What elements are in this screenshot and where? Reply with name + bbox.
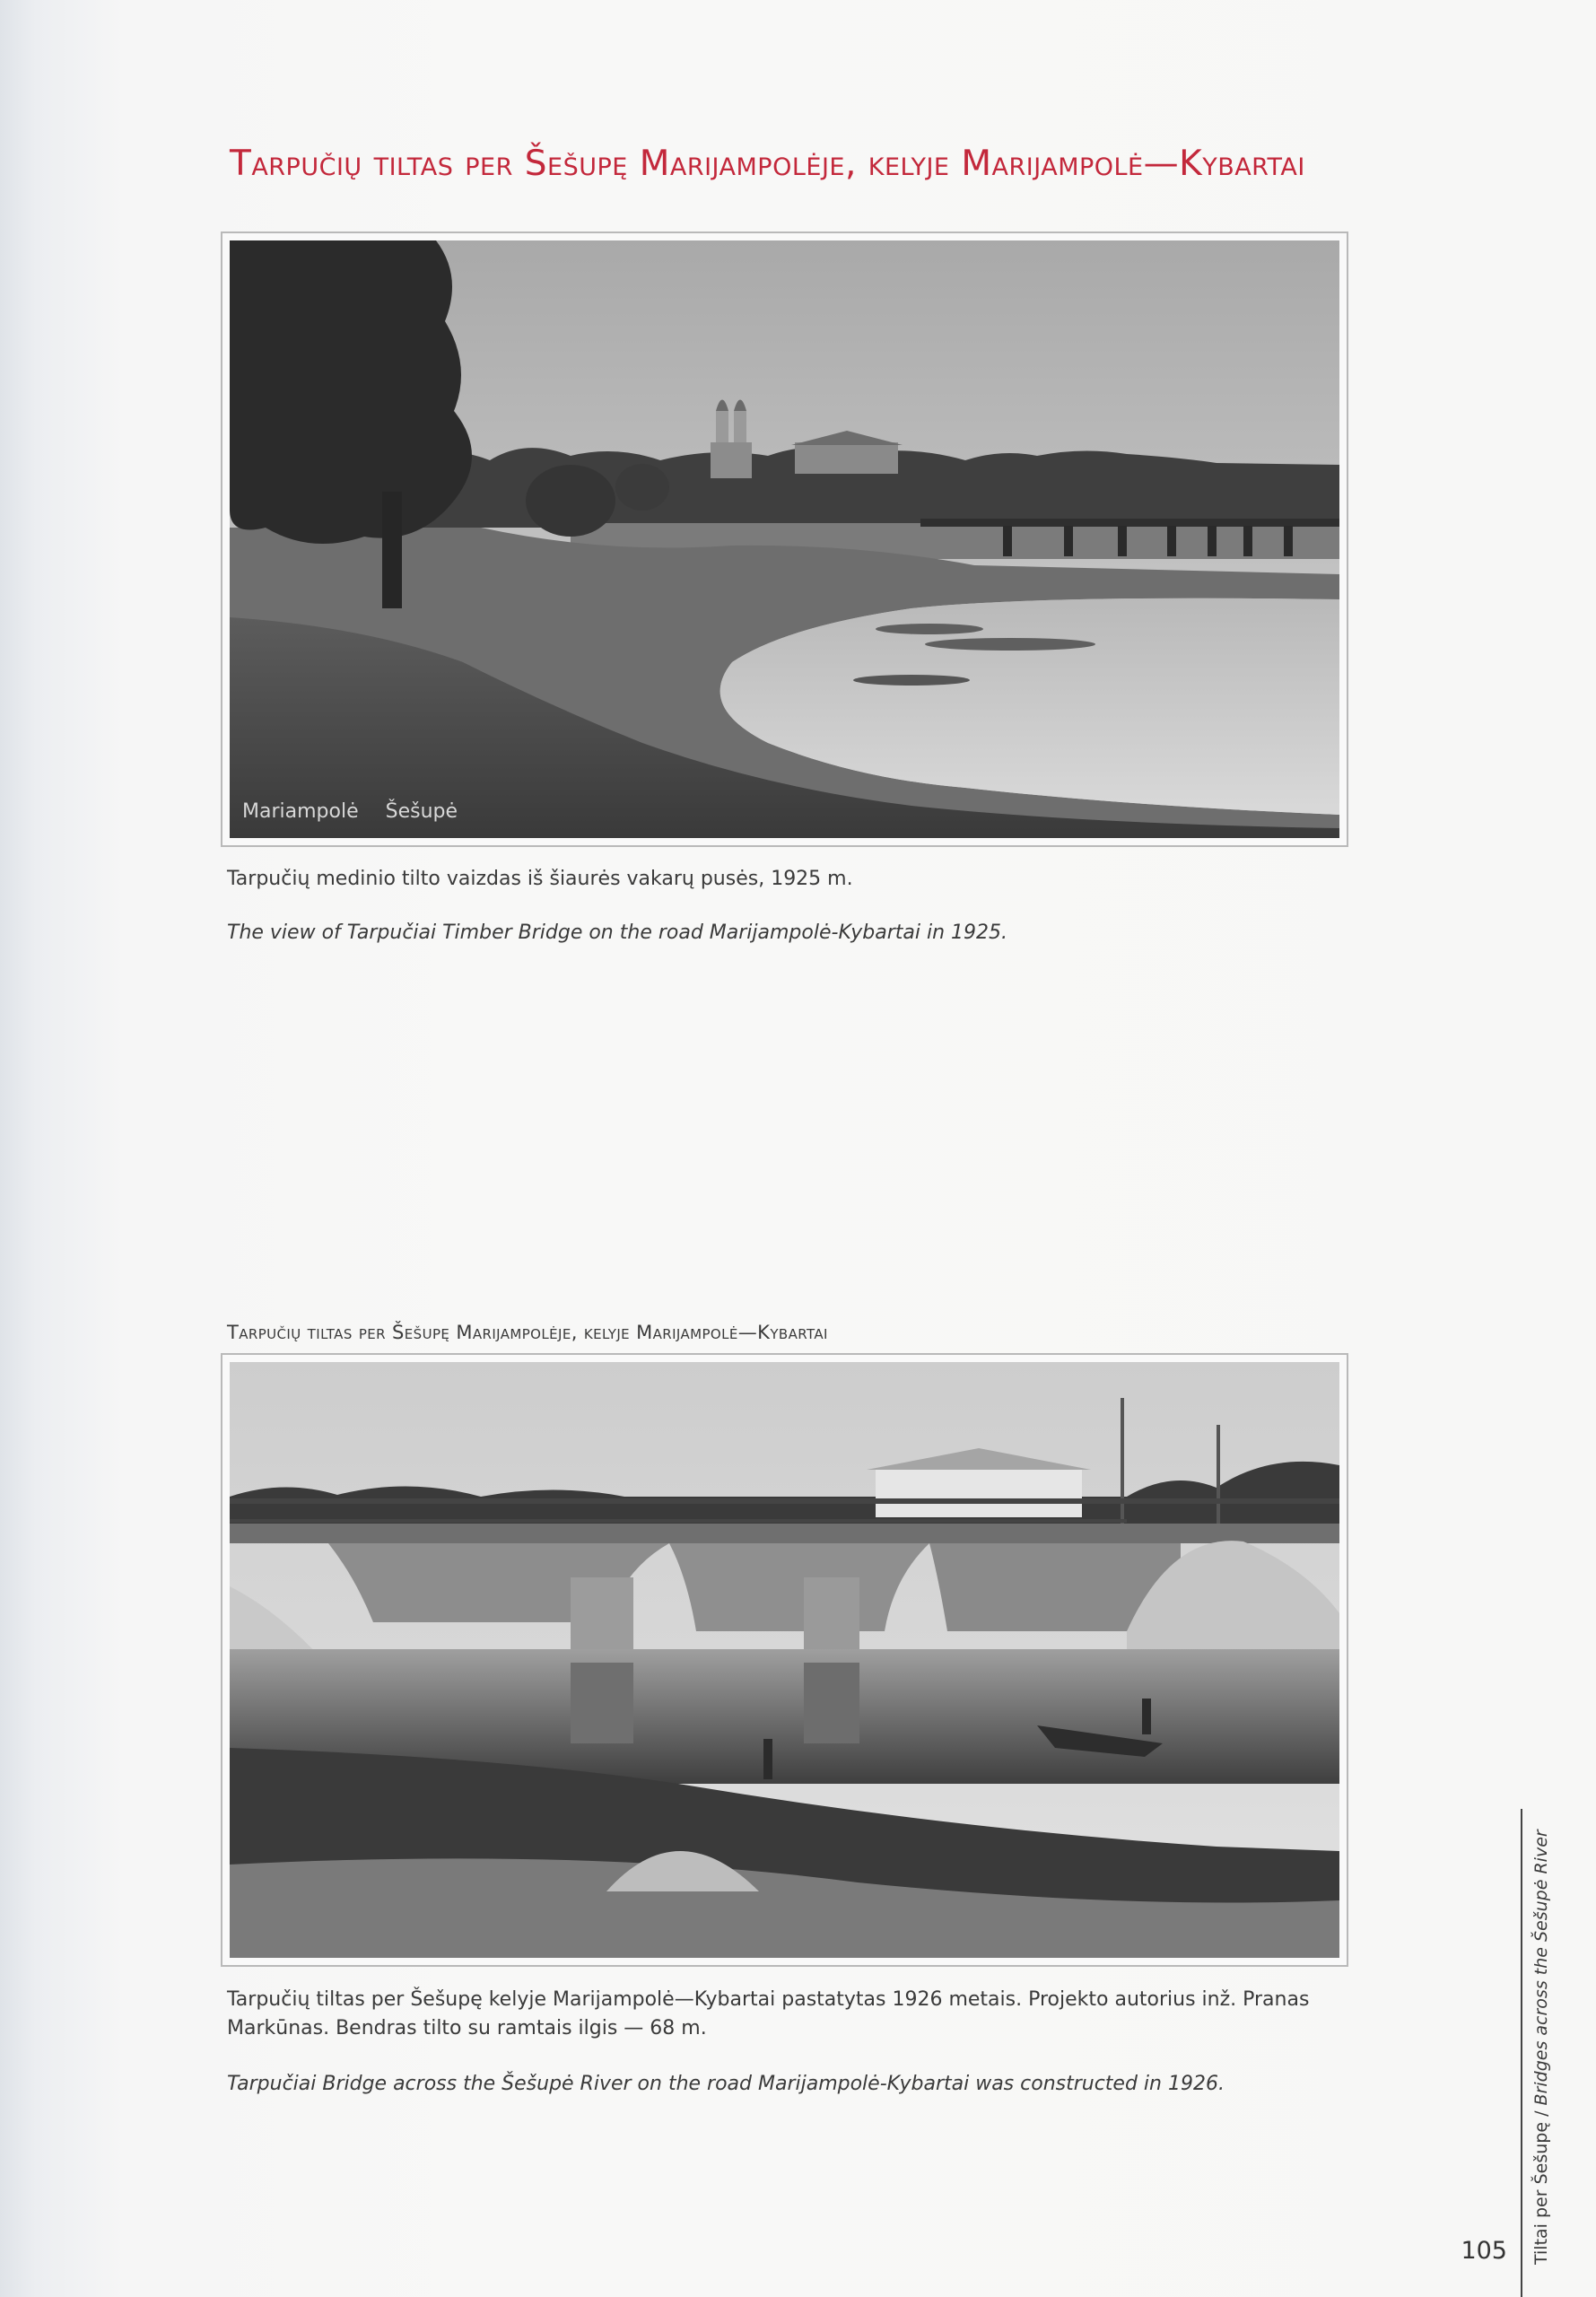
page-title: Tarpučių tiltas per Šešupę Marijampolėje, kelyje Marijampolė—Kybartai [230,144,1305,184]
photo-timber-bridge [230,240,1339,838]
figure2-caption-lt-line2: Markūnas. Bendras tilto su ramtais ilgis — 68 m. [227,2016,707,2039]
figure2-caption-en: Tarpučiai Bridge across the Šešupė River on the road Marijampolė-Kybartai was constructed in 1926. [227,2073,1225,2095]
figure2-caption-lt [227,1986,1309,2043]
running-head-en: Bridges across the Šešupė River [1531,1830,1551,2106]
figure1-caption-en: The view of Tarpučiai Timber Bridge on the road Marijampolė-Kybartai in 1925. [227,921,1008,944]
photo-inscription-town: Mariampolė [242,800,359,823]
figure1-caption-lt: Tarpučių medinio tilto vaizdas iš šiaurės vakarų pusės, 1925 m. [227,868,853,890]
photo-timber-bridge-frame [221,231,1348,847]
photo-inscription-river: Šešupė [385,800,458,823]
running-head [1531,1807,1551,2265]
running-head-rule [1521,1809,1522,2297]
figure2-caption-lt-line1: Tarpučių tiltas per Šešupę kelyje Marijampolė—Kybartai pastatytas 1926 metais. Projekto autorius inž. Pranas [227,1988,1310,2011]
page-number: 105 [1461,2237,1507,2265]
photo-concrete-bridge [230,1362,1339,1958]
running-head-lt: Tiltai per Šešupę [1531,2121,1551,2265]
figure2-subtitle: Tarpučių tiltas per Šešupę Marijampolėje, kelyje Marijampolė—Kybartai [227,1322,828,1343]
running-head-separator: / [1531,2105,1551,2122]
photo-concrete-bridge-frame [221,1353,1348,1967]
